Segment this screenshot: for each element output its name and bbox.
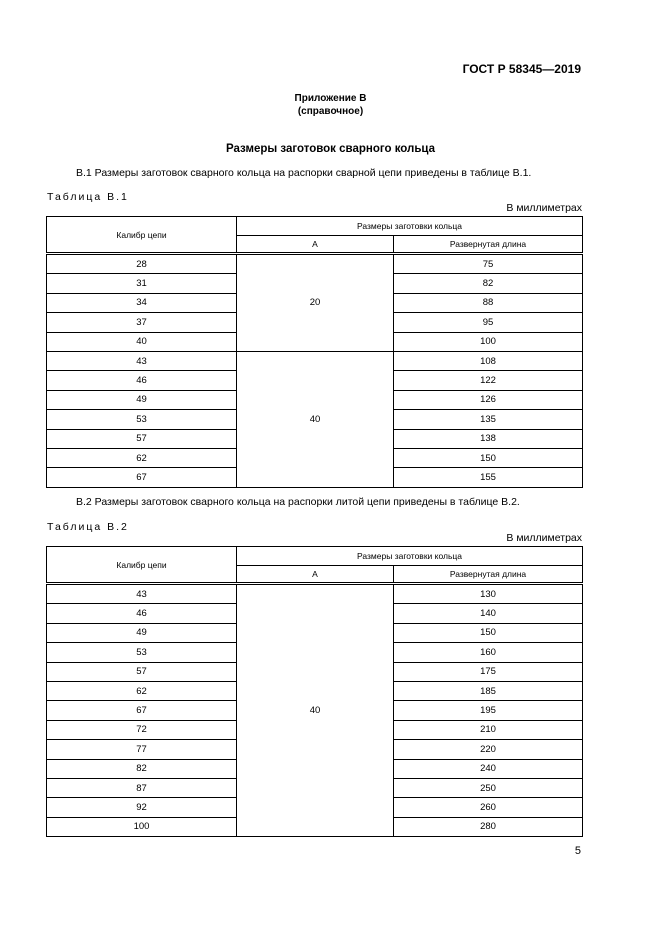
length-cell: 185 [394,681,583,700]
caliber-cell: 87 [47,778,237,797]
caliber-cell: 43 [47,351,237,370]
caliber-cell: 57 [47,429,237,448]
caliber-cell: 43 [47,584,237,604]
length-cell: 280 [394,817,583,836]
length-cell: 75 [394,254,583,274]
table2-intro: В.2 Размеры заготовок сварного кольца на распорки литой цепи приведены в таблице В.2. [76,496,520,508]
caliber-cell: 34 [47,293,237,312]
length-cell: 126 [394,390,583,409]
table-row [47,254,583,274]
page-number: 5 [574,845,581,857]
caliber-cell: 28 [47,254,237,274]
table-row [47,351,583,370]
caliber-cell: 46 [47,371,237,390]
dimension-a-cell: 20 [237,254,394,352]
length-cell: 135 [394,410,583,429]
caliber-cell: 57 [47,662,237,681]
section-title: Размеры заготовок сварного кольца [225,143,436,155]
caliber-cell: 37 [47,313,237,332]
standard-number: ГОСТ Р 58345—2019 [462,62,581,76]
length-cell: 88 [394,293,583,312]
table-b1-body [47,254,583,488]
caliber-cell: 62 [47,448,237,467]
length-cell: 82 [394,274,583,293]
caliber-cell: 49 [47,390,237,409]
length-cell: 138 [394,429,583,448]
length-cell: 210 [394,720,583,739]
col-a-header: А [237,236,394,254]
length-cell: 250 [394,778,583,797]
caliber-cell: 49 [47,623,237,642]
length-cell: 220 [394,740,583,759]
table1-units: В миллиметрах [506,202,582,214]
length-cell: 155 [394,468,583,487]
table-b1 [46,216,583,488]
col-group-header: Размеры заготовки кольца [237,217,583,236]
length-cell: 175 [394,662,583,681]
caliber-cell: 82 [47,759,237,778]
table1-caption: Таблица В.1 [47,191,129,203]
col-caliber-header: Калибр цепи [47,547,237,584]
caliber-cell: 53 [47,410,237,429]
length-cell: 240 [394,759,583,778]
caliber-cell: 72 [47,720,237,739]
caliber-cell: 31 [47,274,237,293]
dimension-a-cell: 40 [237,351,394,487]
table-b2-body [47,584,583,837]
caliber-cell: 67 [47,701,237,720]
length-cell: 108 [394,351,583,370]
caliber-cell: 100 [47,817,237,836]
length-cell: 100 [394,332,583,351]
appendix-subtitle: (справочное) [297,106,364,117]
caliber-cell: 40 [47,332,237,351]
length-cell: 260 [394,798,583,817]
caliber-cell: 67 [47,468,237,487]
table2-caption: Таблица В.2 [47,521,129,533]
appendix-title: Приложение В [294,93,367,104]
length-cell: 195 [394,701,583,720]
col-group-header: Размеры заготовки кольца [237,547,583,566]
length-cell: 95 [394,313,583,332]
table-row [47,584,583,604]
length-cell: 130 [394,584,583,604]
caliber-cell: 77 [47,740,237,759]
length-cell: 140 [394,604,583,623]
col-a-header: А [237,566,394,584]
col-length-header: Развернутая длина [394,566,583,584]
col-length-header: Развернутая длина [394,236,583,254]
length-cell: 150 [394,623,583,642]
dimension-a-cell: 40 [237,584,394,837]
table1-intro: В.1 Размеры заготовок сварного кольца на распорки сварной цепи приведены в таблице В.1. [76,167,532,179]
length-cell: 150 [394,448,583,467]
caliber-cell: 92 [47,798,237,817]
table2-units: В миллиметрах [506,532,582,544]
length-cell: 122 [394,371,583,390]
col-caliber-header: Калибр цепи [47,217,237,254]
caliber-cell: 62 [47,681,237,700]
length-cell: 160 [394,643,583,662]
table-b2 [46,546,583,837]
caliber-cell: 53 [47,643,237,662]
caliber-cell: 46 [47,604,237,623]
